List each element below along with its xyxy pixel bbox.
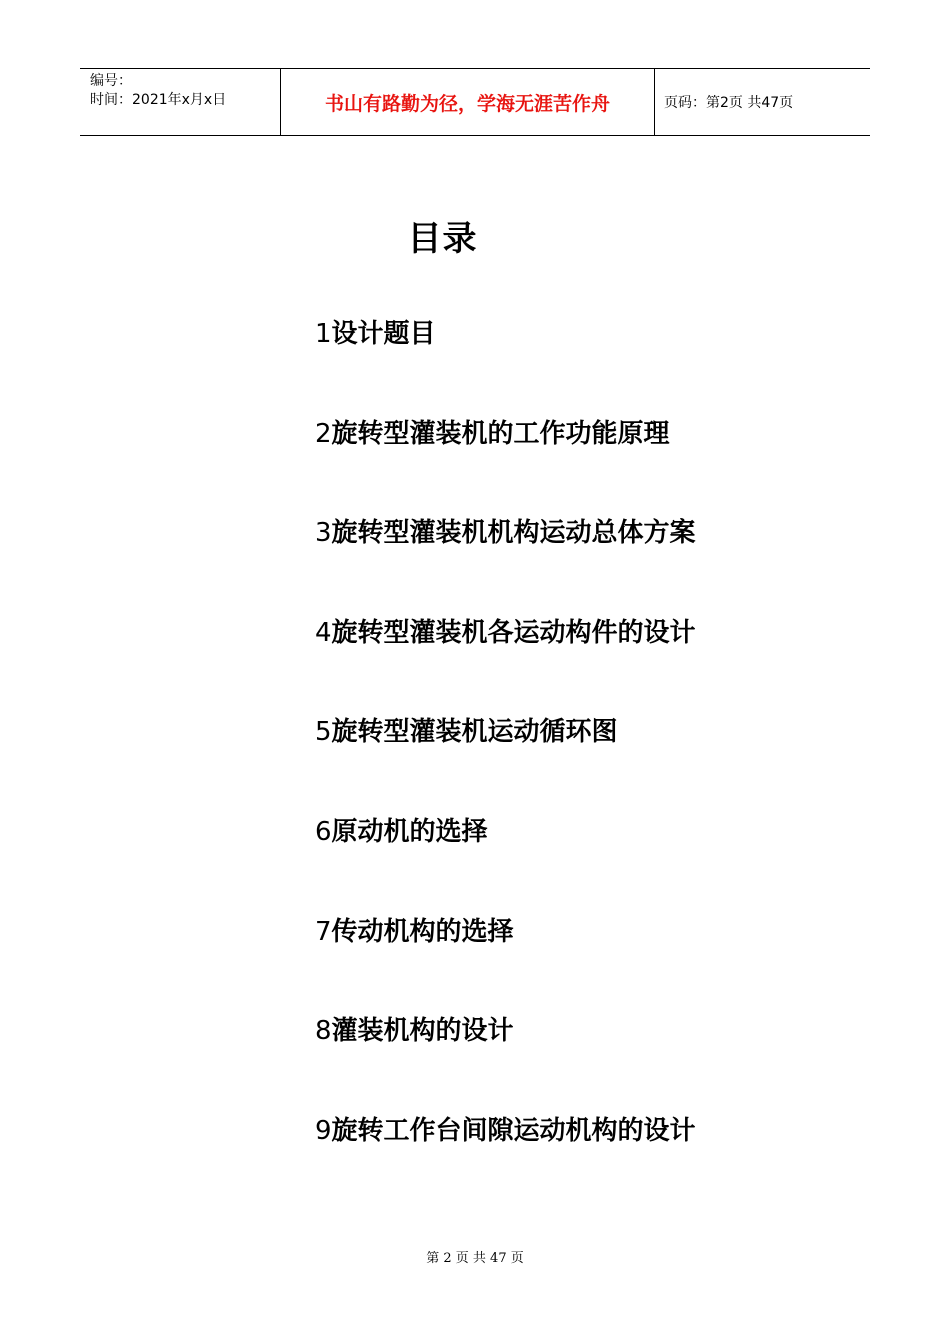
table-of-contents [315, 312, 696, 1208]
toc-item[interactable] [315, 511, 696, 611]
header-page-info: 页码：第2页 共47页 [664, 95, 794, 111]
toc-item-text: 旋转型灌装机各运动构件的设计 [331, 617, 696, 648]
toc-item-text: 传动机构的选择 [331, 916, 514, 947]
toc-item-number: 5 [315, 717, 332, 748]
header-motto: 书山有路勤为径，学海无涯苦作舟 [324, 92, 610, 115]
toc-item-number: 6 [315, 816, 332, 847]
document-number-label: 编号： [90, 73, 132, 89]
toc-item-text: 旋转型灌装机的工作功能原理 [331, 418, 670, 449]
toc-item-text: 旋转型灌装机运动循环图 [331, 717, 618, 748]
page-footer: 第 2 页 共 47 页 [426, 1251, 524, 1266]
toc-item-number: 4 [315, 617, 332, 648]
toc-item-number: 9 [315, 1115, 332, 1146]
toc-item[interactable] [315, 810, 696, 910]
toc-item[interactable] [315, 710, 696, 810]
page-title: 目录 [407, 219, 478, 259]
toc-item[interactable] [315, 1109, 696, 1209]
toc-item[interactable] [315, 910, 696, 1010]
header-meta-cell [80, 69, 281, 135]
toc-item-text: 旋转工作台间隙运动机构的设计 [331, 1115, 696, 1146]
toc-item-number: 7 [315, 916, 332, 947]
toc-item[interactable] [315, 611, 696, 711]
toc-item[interactable] [315, 412, 696, 512]
toc-item-number: 2 [315, 418, 332, 449]
document-time-label: 时间：2021年x月x日 [90, 92, 227, 108]
toc-item[interactable] [315, 1009, 696, 1109]
toc-item-text: 旋转型灌装机机构运动总体方案 [331, 518, 696, 549]
header-motto-cell [281, 69, 655, 135]
toc-item-text: 设计题目 [331, 319, 436, 349]
toc-item-number: 8 [315, 1016, 332, 1047]
page-header [80, 68, 870, 136]
toc-item-number: 3 [315, 518, 332, 549]
toc-item[interactable] [315, 312, 696, 412]
toc-item-text: 灌装机构的设计 [331, 1016, 514, 1047]
toc-item-number: 1 [315, 319, 332, 349]
toc-item-text: 原动机的选择 [331, 816, 488, 847]
header-page-cell [655, 69, 870, 135]
